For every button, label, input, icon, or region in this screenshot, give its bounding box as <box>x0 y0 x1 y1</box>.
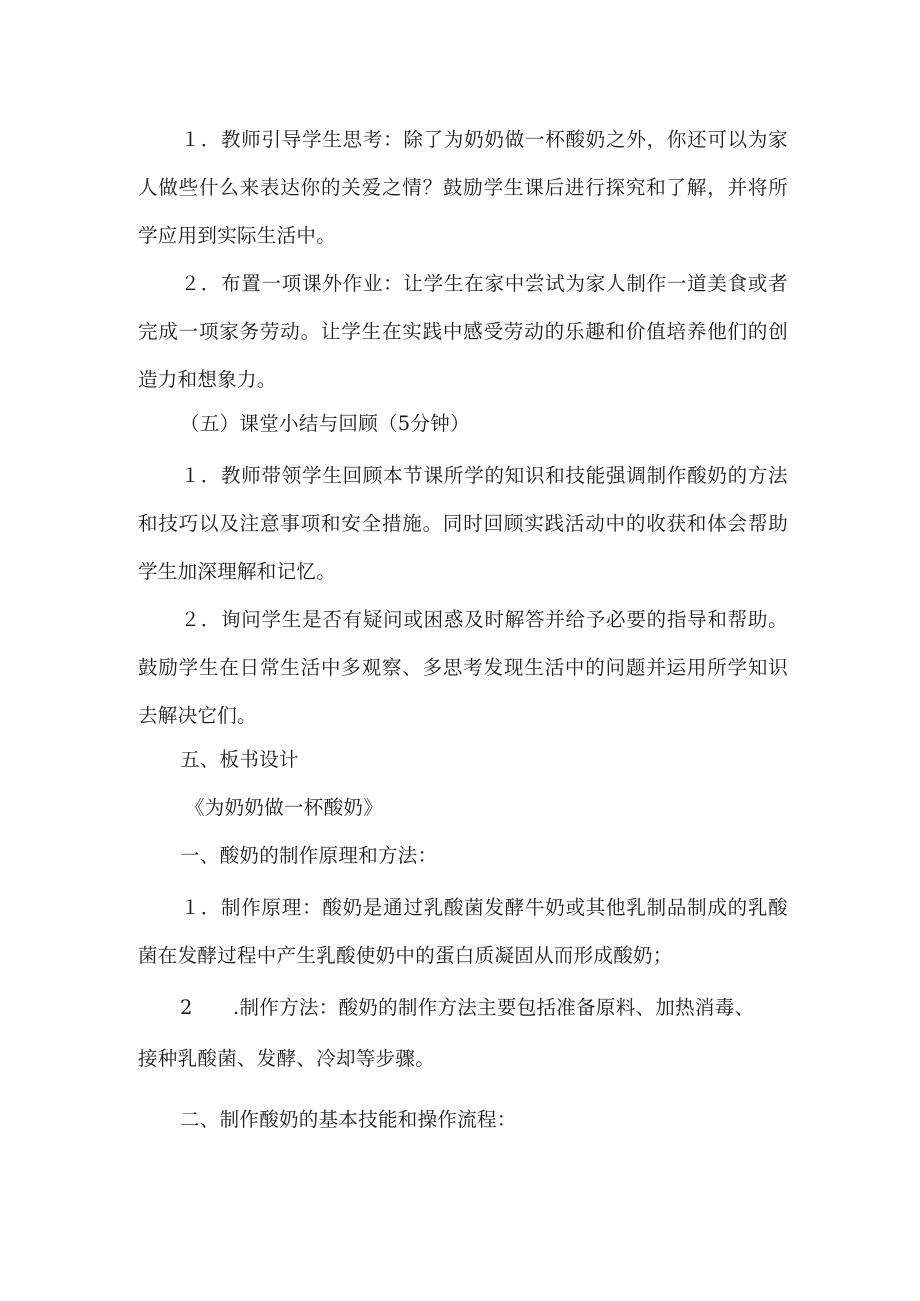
paragraph-principle <box>138 884 788 980</box>
board-heading-principle: 一、酸奶的制作原理和方法： <box>180 844 438 867</box>
paragraph-text: １．制作原理：酸奶是通过乳酸菌发酵牛奶或其他乳制品制成的乳酸菌在发酵过程中产生乳酸使奶中的蛋白质凝固从而形成酸奶； <box>138 896 788 967</box>
section-heading-board-design: 五、板书设计 <box>180 748 299 771</box>
board-heading-skills: 二、制作酸奶的基本技能和操作流程： <box>180 1108 517 1131</box>
paragraph-reflection <box>138 116 788 260</box>
paragraph-text: ２．布置一项课外作业：让学生在家中尝试为家人制作一道美食或者完成一项家务劳动。让学生在实践中感受劳动的乐趣和价值培养他们的创造力和想象力。 <box>138 272 788 391</box>
paragraph-questions <box>138 596 788 740</box>
paragraph-text: １．教师带领学生回顾本节课所学的知识和技能强调制作酸奶的方法和技巧以及注意事项和安全措施。同时回顾实践活动中的收获和体会帮助学生加深理解和记忆。 <box>138 464 788 583</box>
list-number-2: 2 <box>180 996 193 1019</box>
section-heading-summary: （五）课堂小结与回顾（5分钟） <box>180 412 470 435</box>
method-first-line: .制作方法：酸奶的制作方法主要包括准备原料、加热消毒、 <box>233 996 755 1019</box>
method-second-line: 接种乳酸菌、发酵、冷却等步骤。 <box>138 1047 436 1070</box>
paragraph-review <box>138 452 788 596</box>
board-title: 《为奶奶做一杯酸奶》 <box>185 796 384 819</box>
paragraph-homework <box>138 260 788 404</box>
paragraph-text: ２．询问学生是否有疑问或困惑及时解答并给予必要的指导和帮助。鼓励学生在日常生活中多观察、多思考发现生活中的问题并运用所学知识去解决它们。 <box>138 608 788 727</box>
paragraph-text: １．教师引导学生思考：除了为奶奶做一杯酸奶之外，你还可以为家人做些什么来表达你的关爱之情？鼓励学生课后进行探究和了解，并将所学应用到实际生活中。 <box>138 128 788 247</box>
